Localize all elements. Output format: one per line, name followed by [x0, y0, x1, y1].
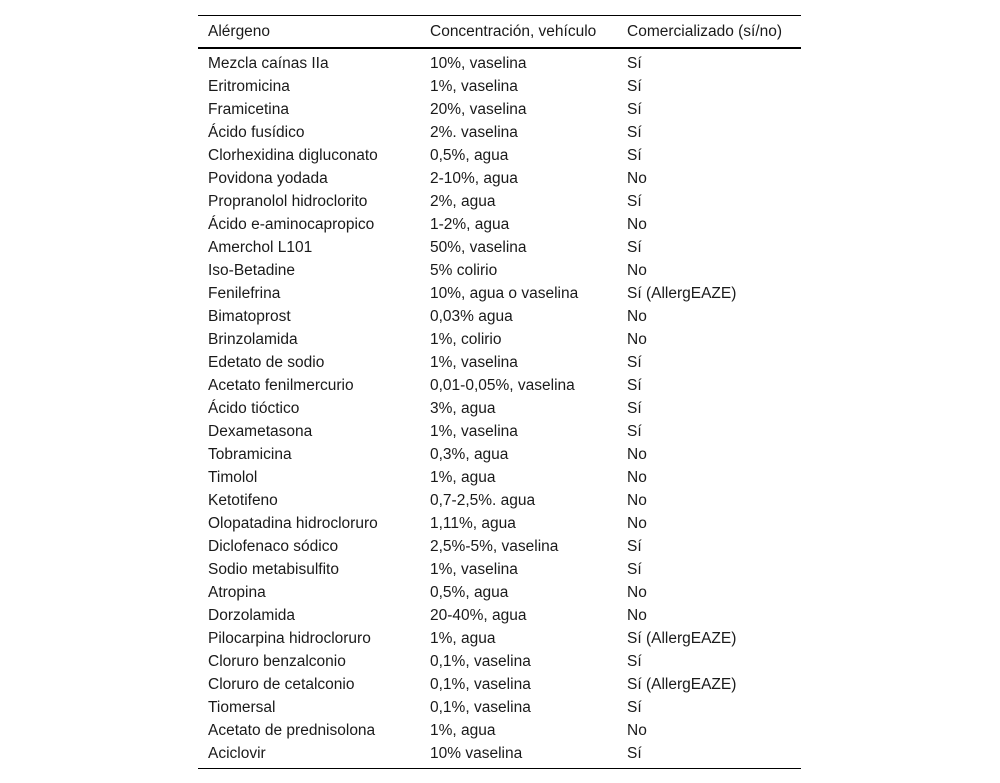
table-row	[198, 742, 801, 769]
cell-allergen: Olopatadina hidrocloruro	[208, 514, 378, 532]
allergen-table	[198, 15, 801, 769]
cell-concentration: 1-2%, agua	[430, 215, 510, 233]
cell-commercialized: Sí	[627, 123, 642, 141]
cell-concentration: 0,7-2,5%. agua	[430, 491, 536, 509]
cell-allergen: Framicetina	[208, 100, 289, 118]
cell-concentration: 1%, vaselina	[430, 422, 518, 440]
cell-allergen: Edetato de sodio	[208, 353, 325, 371]
table-body	[198, 48, 801, 769]
cell-commercialized: Sí	[627, 353, 642, 371]
cell-commercialized: No	[627, 721, 647, 739]
cell-concentration: 10%, agua o vaselina	[430, 284, 579, 302]
table-row	[198, 351, 801, 374]
table-row	[198, 259, 801, 282]
table-row	[198, 489, 801, 512]
cell-commercialized: Sí	[627, 192, 642, 210]
cell-concentration: 1%, colirio	[430, 330, 502, 348]
table-row	[198, 167, 801, 190]
cell-allergen: Propranolol hidroclorito	[208, 192, 368, 210]
cell-commercialized: No	[627, 468, 647, 486]
cell-commercialized: No	[627, 169, 647, 187]
cell-concentration: 0,1%, vaselina	[430, 675, 531, 693]
cell-commercialized: Sí (AllergEAZE)	[627, 675, 737, 693]
cell-concentration: 3%, agua	[430, 399, 496, 417]
table-row	[198, 673, 801, 696]
cell-allergen: Timolol	[208, 468, 258, 486]
header-commercialized: Comercializado (sí/no)	[627, 22, 783, 40]
cell-commercialized: Sí	[627, 77, 642, 95]
cell-allergen: Iso-Betadine	[208, 261, 296, 279]
cell-commercialized: No	[627, 606, 647, 624]
cell-concentration: 2,5%-5%, vaselina	[430, 537, 559, 555]
cell-allergen: Mezcla caínas IIa	[208, 54, 329, 72]
cell-allergen: Sodio metabisulfito	[208, 560, 339, 578]
cell-concentration: 0,5%, agua	[430, 583, 509, 601]
cell-commercialized: No	[627, 514, 647, 532]
cell-allergen: Acetato de prednisolona	[208, 721, 376, 739]
table-row	[198, 604, 801, 627]
cell-commercialized: Sí	[627, 376, 642, 394]
cell-concentration: 0,5%, agua	[430, 146, 509, 164]
cell-commercialized: Sí	[627, 238, 642, 256]
cell-concentration: 0,03% agua	[430, 307, 513, 325]
cell-concentration: 2%. vaselina	[430, 123, 518, 141]
cell-concentration: 20-40%, agua	[430, 606, 527, 624]
cell-allergen: Tobramicina	[208, 445, 292, 463]
cell-concentration: 10% vaselina	[430, 744, 523, 762]
cell-concentration: 1%, vaselina	[430, 560, 518, 578]
cell-commercialized: Sí	[627, 560, 642, 578]
cell-commercialized: No	[627, 491, 647, 509]
header-concentration: Concentración, vehículo	[430, 22, 597, 40]
cell-allergen: Clorhexidina digluconato	[208, 146, 378, 164]
table-row	[198, 719, 801, 742]
cell-allergen: Cloruro benzalconio	[208, 652, 346, 670]
cell-concentration: 1%, vaselina	[430, 353, 518, 371]
table-row	[198, 535, 801, 558]
cell-allergen: Dorzolamida	[208, 606, 296, 624]
cell-commercialized: Sí (AllergEAZE)	[627, 629, 737, 647]
table-row	[198, 696, 801, 719]
cell-allergen: Ketotifeno	[208, 491, 278, 509]
cell-commercialized: Sí	[627, 698, 642, 716]
cell-commercialized: Sí	[627, 537, 642, 555]
cell-commercialized: No	[627, 330, 647, 348]
table-row	[198, 282, 801, 305]
cell-allergen: Bimatoprost	[208, 307, 291, 325]
cell-concentration: 0,1%, vaselina	[430, 698, 531, 716]
cell-allergen: Amerchol L101	[208, 238, 313, 256]
cell-allergen: Diclofenaco sódico	[208, 537, 339, 555]
table-row	[198, 48, 801, 75]
cell-concentration: 1%, agua	[430, 721, 496, 739]
table-row	[198, 443, 801, 466]
allergen-table-container	[198, 15, 801, 769]
cell-concentration: 10%, vaselina	[430, 54, 527, 72]
header-allergen: Alérgeno	[208, 22, 271, 40]
cell-commercialized: Sí	[627, 422, 642, 440]
table-row	[198, 236, 801, 259]
cell-allergen: Ácido e-aminocapropico	[208, 215, 375, 233]
table-row	[198, 328, 801, 351]
cell-commercialized: No	[627, 445, 647, 463]
cell-allergen: Povidona yodada	[208, 169, 328, 187]
cell-commercialized: Sí	[627, 54, 642, 72]
cell-concentration: 5% colirio	[430, 261, 498, 279]
table-row	[198, 581, 801, 604]
cell-allergen: Cloruro de cetalconio	[208, 675, 355, 693]
table-row	[198, 98, 801, 121]
cell-concentration: 1%, vaselina	[430, 77, 518, 95]
table-row	[198, 397, 801, 420]
cell-allergen: Acetato fenilmercurio	[208, 376, 354, 394]
cell-concentration: 1%, agua	[430, 468, 496, 486]
cell-allergen: Atropina	[208, 583, 266, 601]
cell-allergen: Aciclovir	[208, 744, 266, 762]
cell-commercialized: No	[627, 215, 647, 233]
table-row	[198, 75, 801, 98]
cell-allergen: Dexametasona	[208, 422, 313, 440]
table-row	[198, 121, 801, 144]
cell-allergen: Ácido tióctico	[208, 399, 300, 417]
cell-concentration: 1%, agua	[430, 629, 496, 647]
cell-allergen: Brinzolamida	[208, 330, 298, 348]
cell-concentration: 0,1%, vaselina	[430, 652, 531, 670]
table-row	[198, 305, 801, 328]
cell-allergen: Fenilefrina	[208, 284, 281, 302]
table-row	[198, 558, 801, 581]
cell-commercialized: No	[627, 261, 647, 279]
cell-commercialized: No	[627, 307, 647, 325]
cell-commercialized: Sí	[627, 146, 642, 164]
cell-allergen: Eritromicina	[208, 77, 290, 95]
table-header	[198, 16, 801, 49]
cell-concentration: 2-10%, agua	[430, 169, 518, 187]
table-row	[198, 144, 801, 167]
table-row	[198, 213, 801, 236]
table-row	[198, 190, 801, 213]
cell-allergen: Pilocarpina hidrocloruro	[208, 629, 371, 647]
table-row	[198, 650, 801, 673]
cell-allergen: Ácido fusídico	[208, 123, 305, 141]
cell-commercialized: Sí	[627, 100, 642, 118]
header-row	[198, 16, 801, 49]
cell-concentration: 0,01-0,05%, vaselina	[430, 376, 575, 394]
cell-commercialized: Sí	[627, 744, 642, 762]
cell-commercialized: Sí	[627, 652, 642, 670]
table-row	[198, 512, 801, 535]
cell-concentration: 2%, agua	[430, 192, 496, 210]
table-row	[198, 374, 801, 397]
cell-concentration: 1,11%, agua	[430, 514, 516, 532]
cell-commercialized: Sí (AllergEAZE)	[627, 284, 737, 302]
table-row	[198, 466, 801, 489]
cell-concentration: 20%, vaselina	[430, 100, 527, 118]
cell-concentration: 50%, vaselina	[430, 238, 527, 256]
table-row	[198, 627, 801, 650]
cell-commercialized: Sí	[627, 399, 642, 417]
cell-allergen: Tiomersal	[208, 698, 276, 716]
table-row	[198, 420, 801, 443]
cell-commercialized: No	[627, 583, 647, 601]
cell-concentration: 0,3%, agua	[430, 445, 509, 463]
